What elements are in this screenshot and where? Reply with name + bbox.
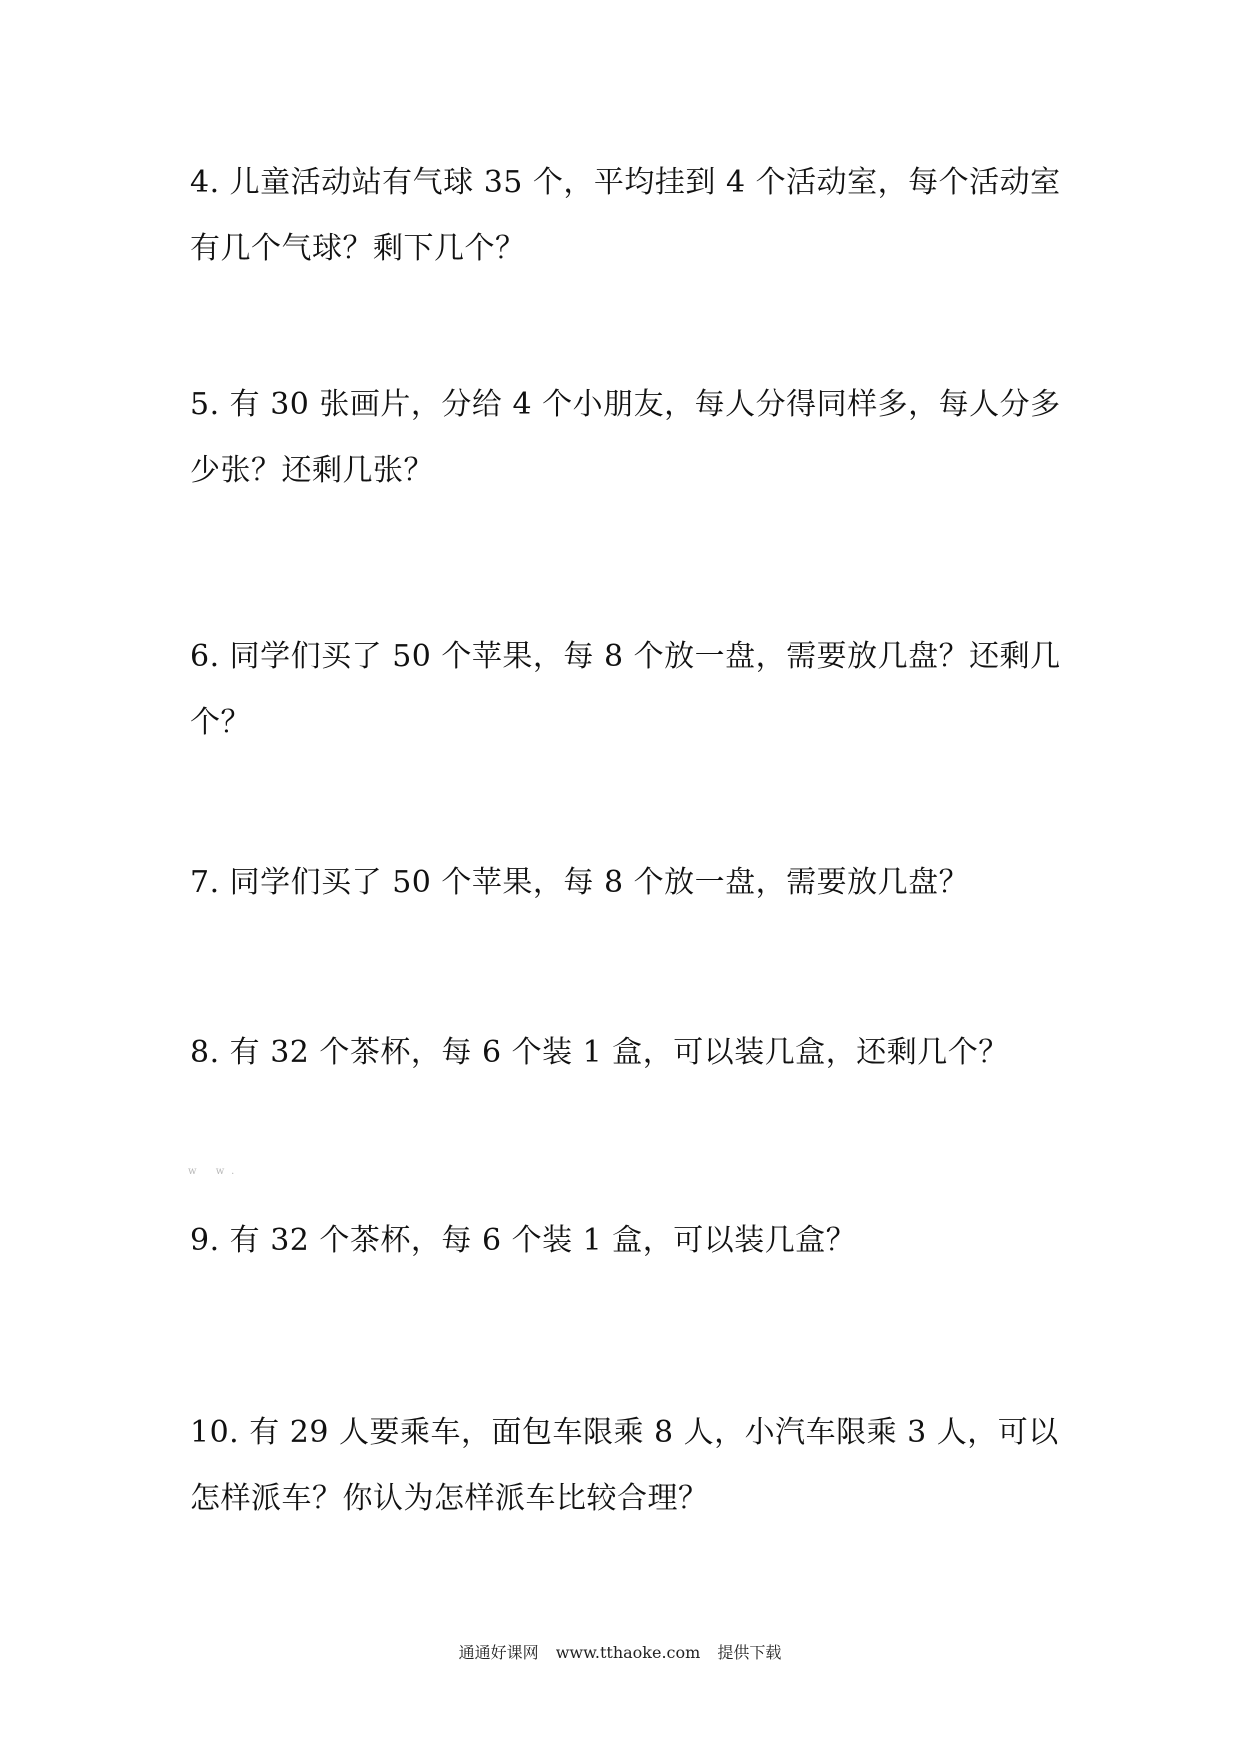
problem-5: [190, 372, 1070, 504]
stray-mark: w w.: [188, 1166, 243, 1177]
problem-line: 怎样派车？你认为怎样派车比较合理？: [190, 1481, 709, 1516]
footer-suffix: 提供下载: [717, 1643, 782, 1662]
problem-8: [190, 1020, 1070, 1086]
problem-line: 个？: [190, 705, 251, 740]
problem-6: [190, 624, 1070, 756]
problem-line: 8. 有 32 个茶杯，每 6 个装 1 盒，可以装几盒，还剩几个？: [190, 1035, 1009, 1070]
problem-line: 少张？还剩几张？: [190, 453, 434, 488]
problem-line: 6. 同学们买了 50 个苹果，每 8 个放一盘，需要放几盘？还剩几: [190, 639, 1061, 674]
problem-7: [190, 850, 1070, 916]
problem-line: 4. 儿童活动站有气球 35 个，平均挂到 4 个活动室，每个活动室: [190, 165, 1061, 200]
problem-4: [190, 150, 1070, 282]
problem-9: [190, 1208, 1070, 1274]
page-footer: [0, 1640, 1240, 1663]
problem-line: 9. 有 32 个茶杯，每 6 个装 1 盒，可以装几盒？: [190, 1223, 857, 1258]
footer-url[interactable]: www.tthaoke.com: [555, 1643, 701, 1662]
problem-line: 10. 有 29 人要乘车，面包车限乘 8 人，小汽车限乘 3 人，可以: [190, 1415, 1059, 1450]
footer-site-name: 通通好课网: [458, 1643, 539, 1662]
problem-line: 5. 有 30 张画片，分给 4 个小朋友，每人分得同样多，每人分多: [190, 387, 1061, 422]
problem-line: 7. 同学们买了 50 个苹果，每 8 个放一盘，需要放几盘？: [190, 865, 970, 900]
problem-10: [190, 1400, 1070, 1532]
problem-line: 有几个气球？剩下几个？: [190, 231, 526, 266]
